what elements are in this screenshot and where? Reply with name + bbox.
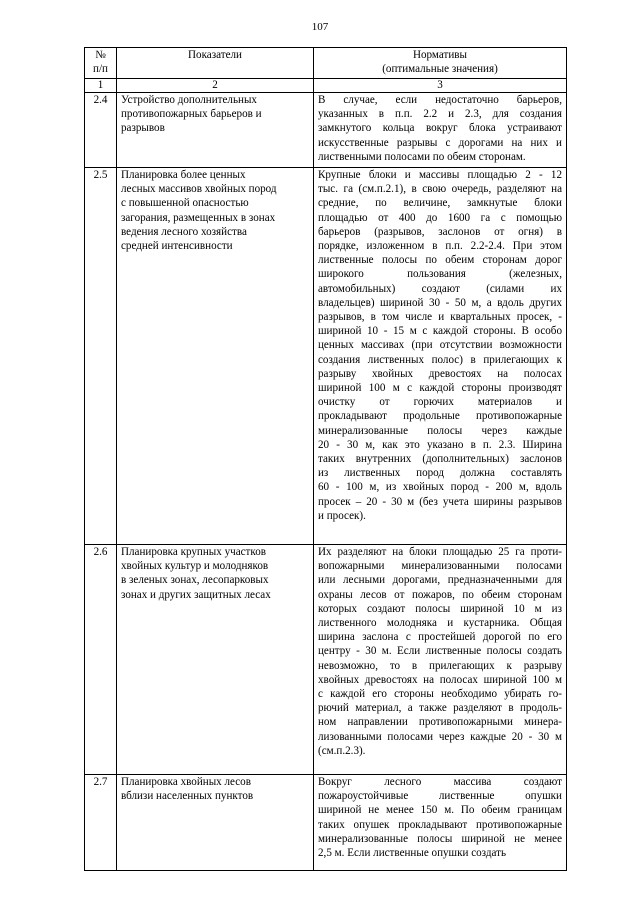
norm-line: 60 - 100 м, из хвойных пород - 200 м, вдоль [318,481,562,494]
header-indicators: Показатели [117,48,314,79]
table-row [85,545,567,775]
indicator-line: Планировка хвойных лесов [121,776,251,788]
indicator-line: разрывов [121,122,165,135]
norm-line: лиственными полосами по обеим сторонам. [318,150,526,163]
column-index-3: 3 [314,79,567,93]
norm-line: широкого пользования (железных, [318,268,562,281]
norm-line: хвойных древостоях на полосах шириной 100 м [318,673,562,686]
norm-line: минерализованные полосы через каждые [318,424,562,437]
row-indicator [117,545,314,775]
indicator-line: ведения лесного хозяйства [121,225,247,238]
norm-line: 2,5 м. Если лиственные опушки создать [318,847,507,860]
header-norms: Нормативы (оптимальные значения) [314,48,567,79]
indicator-line: Планировка крупных участков [121,546,267,558]
norm-line: пожароустойчивые лиственные опушки [318,790,562,803]
row-indicator [117,93,314,168]
indicator-line: средней интенсивности [121,240,233,253]
norm-line: барьеров (разрывов, заслонов от огня) в [318,225,562,238]
row-norm [314,93,567,168]
indicator-line: противопожарных барьеров и [121,108,262,121]
indicator-line: Устройство дополнительных [121,94,257,106]
row-number: 2.4 [85,93,117,168]
row-norm [314,168,567,545]
row-norm [314,775,567,871]
norm-line: рючий материал, а также разделяют в продоль- [318,702,562,715]
indicator-line: вблизи населенных пунктов [121,790,254,803]
table-header-row [85,48,567,79]
table-row [85,775,567,871]
norm-line: разрыву хвойных древостоях на полосах [318,367,562,380]
norm-line: и просек). [318,509,366,522]
row-norm [314,545,567,775]
indicator-line: в зеленых зонах, лесопарковых [121,574,269,587]
norm-line: которых создают полосы шириной 10 м из [318,602,562,615]
header-number: № п/п [85,48,117,79]
norms-table [84,47,567,871]
norm-line: из лиственных пород должна составлять [318,467,562,480]
norm-line: владельцев) шириной 30 - 50 м, а вдоль других [318,296,562,309]
norm-line: с каждой его стороны необходимо убирать го- [318,688,562,701]
norm-line: таких внутренних (дополнительных) заслонов [318,453,562,466]
table-row [85,93,567,168]
norm-line: искусственные разрывы с дорогами на них и [318,136,562,149]
norm-line: невозможно, то в прилегающих к разрыву [318,659,562,672]
norm-line: указанных в п.п. 2.2 и 2.3, для создания [318,108,562,121]
column-index-row [85,79,567,93]
norm-line: лиственные полосы по обеим сторонам дорог [318,254,562,267]
column-index-2: 2 [117,79,314,93]
norm-line: Крупные блоки и массивы площадью 2 - 12 [318,169,562,181]
indicator-line: хвойных культур и молодняков [121,560,269,573]
norm-line: тыс. га (см.п.2.1), в свою очередь, разделяют на [318,183,562,196]
indicator-line: с повышенной опасностью [121,197,249,210]
indicator-line: загорания, размещенных в зонах [121,211,276,224]
norm-line: шириной 10 - 15 м с каждой стороны. В особо [318,325,562,338]
norm-line: просек – 20 - 30 м (без учета ширины разрывов [318,495,562,508]
norm-line: площадью от 400 до 1600 га с помощью [318,211,562,224]
norm-line: лизованными полосами через каждые 20 - 30 м [318,730,562,743]
norm-line: прокладывают продольные противопожарные [318,410,562,423]
table-row [85,168,567,545]
norm-line: лиственного молодняка и кустарника. Общая [318,617,562,630]
norm-line: создания лиственных полос) в прилегающих к [318,353,562,366]
norm-line: средние, по величине, замкнутые блоки [318,197,562,210]
row-indicator [117,168,314,545]
row-number: 2.5 [85,168,117,545]
norm-line: ширина заслона с простейшей дорогой по его [318,631,562,644]
norm-line: таких опушек прокладывают противопожарные [318,818,562,831]
norm-line: замкнутого кольца вокруг блока устраивают [318,122,562,135]
page-number: 107 [311,21,329,33]
norm-line: 20 - 30 м, как это указано в п. 2.3. Ширина [318,438,562,451]
norm-line: Вокруг лесного массива создают [318,776,562,788]
column-index-1: 1 [85,79,117,93]
norm-line: автомобильных) создают (силами их [318,282,562,295]
norm-line: шириной не менее 150 м. По обеим границам [318,804,562,817]
norm-line: В случае, если недостаточно барьеров, [318,94,562,106]
indicator-line: лесных массивов хвойных пород [121,183,277,196]
norm-line: минерализованные полосы шириной не менее [318,832,562,845]
norm-line: ценных массивах (при отсутствии возможности [318,339,562,352]
norm-line: ном направлении противопожарными минера- [318,716,562,729]
norm-line: охраны лесов от пожаров, по обеим сторонам [318,588,562,601]
norm-line: Их разделяют на блоки площадью 25 га проти- [318,546,562,558]
norm-line: разрывов, в том числе и квартальных просек, - [318,311,562,324]
row-number: 2.6 [85,545,117,775]
row-indicator [117,775,314,871]
norm-line: шириной 100 м с каждой стороны производят [318,382,562,395]
norm-line: порядке, изложенном в п.п. 2.2-2.4. При этом [318,240,562,253]
norm-line: (см.п.2.3). [318,744,366,757]
norm-line: центру - 30 м. Если лиственные полосы создать [318,645,562,658]
norm-line: вопожарными минерализованными полосами [318,560,562,573]
norm-line: очистку от горючих материалов и [318,396,562,409]
indicator-line: Планировка более ценных [121,169,246,181]
norm-line: или лесными дорогами, предназначенными для [318,574,562,587]
indicator-line: зонах и других защитных лесах [121,588,271,601]
row-number: 2.7 [85,775,117,871]
